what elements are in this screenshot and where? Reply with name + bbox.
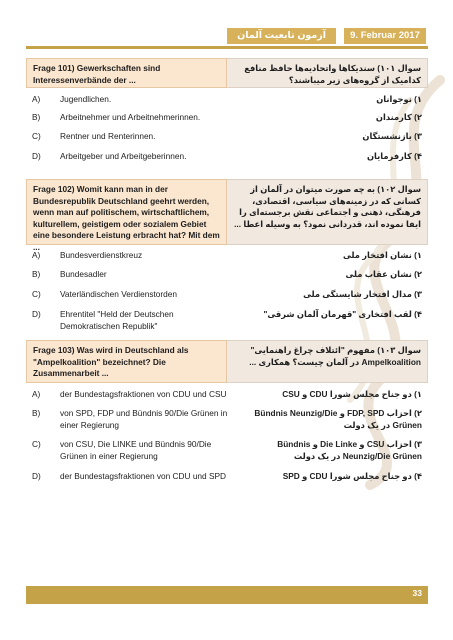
option-letter: D)	[32, 309, 41, 319]
option-letter: A)	[32, 250, 41, 260]
option-text-de: der Bundestagsfraktionen von CDU und CSU	[60, 389, 227, 399]
question-101-fa: سوال ۱۰۱) سندیکاها واتحادیه‌ها حافظ منافع کدامیک از گروه‌های زیر میباشند؟	[227, 58, 428, 88]
page-footer-bar	[26, 586, 428, 604]
option-text-fa: ۱) نشان افتخار ملی	[343, 250, 422, 260]
question-103-de: Frage 103) Was wird in Deutschland als "Ampelkoalition" bezeichnet? Die Zusammenarbeit ...	[26, 340, 227, 383]
option-text-de: von SPD, FDP und Bündnis 90/Die Grünen in einer Regierung	[60, 408, 228, 430]
option-letter: C)	[32, 439, 41, 449]
header-title: آزمون تابعیت آلمان	[227, 28, 336, 44]
option-text-de: Bundesadler	[60, 269, 107, 279]
question-102-de: Frage 102) Womit kann man in der Bundesrepublik Deutschland geehrt werden, wenn man auf politischem, wirtschaftlichem, kulturellem, geistigem oder sozialem Gebiet eine besondere Leistung erbracht hat? Mit dem ...	[26, 179, 227, 245]
option-text-fa: ۱) نوجوانان	[376, 94, 422, 104]
question-101-box	[26, 58, 428, 88]
option-text-fa: ۴) دو جناح مجلس شورا CDU و SPD	[282, 471, 422, 481]
option-text-fa: ۱) دو جناح مجلس شورا CDU و CSU	[282, 389, 422, 399]
option-text-fa: ۲) احزاب FDP, SPD و Bündnis Neunzig/Die Grünen در یک دولت	[254, 408, 422, 430]
question-103-fa: سوال ۱۰۳) مفهوم "ائتلاف چراغ راهنمایی" Ampelkoalition در آلمان چیست؟ همکاری ...	[227, 340, 428, 383]
question-102-box	[26, 179, 428, 252]
option-text-de: von CSU, Die LINKE und Bündnis 90/Die Grünen in einer Regierung	[60, 439, 212, 461]
option-text-fa: ۴) لقب افتخاری "قهرمان آلمان شرقی"	[263, 309, 422, 319]
option-text-fa: ۳) مدال افتخار شایستگی ملی	[303, 289, 422, 299]
header-rule	[26, 46, 428, 49]
option-text-de: Vaterländischen Verdienstorden	[60, 289, 178, 299]
option-text-de: Bundesverdienstkreuz	[60, 250, 143, 260]
option-text-de: Jugendlichen.	[60, 94, 112, 104]
option-text-de: Arbeitnehmer und Arbeitnehmerinnen.	[60, 112, 201, 122]
option-text-de: der Bundestagsfraktionen von CDU und SPD	[60, 471, 227, 481]
option-letter: B)	[32, 112, 41, 122]
option-text-fa: ۳) بازنشستگان	[362, 131, 422, 141]
option-letter: B)	[32, 408, 41, 418]
question-101-de: Frage 101) Gewerkschaften sind Interessenverbände der ...	[26, 58, 227, 88]
option-text-de: Rentner und Renterinnen.	[60, 131, 156, 141]
question-103-box	[26, 340, 428, 383]
option-letter: D)	[32, 471, 41, 481]
option-letter: C)	[32, 131, 41, 141]
option-letter: C)	[32, 289, 41, 299]
option-text-fa: ۴) کارفرمایان	[366, 151, 422, 161]
page-number: 33	[412, 588, 422, 598]
option-letter: D)	[32, 151, 41, 161]
question-102-fa: سوال ۱۰۲) به چه صورت میتوان در آلمان از کسانی که در زمینه‌های سیاسی، اقتصادی، فرهنگی، ذهنی و اجتماعی نقش برجسته‌ای را ایفا نموده اند، قدردانی نمود؟ به وسیله اعطا ...	[227, 179, 428, 245]
option-letter: A)	[32, 389, 41, 399]
option-letter: B)	[32, 269, 41, 279]
option-letter: A)	[32, 94, 41, 104]
option-text-fa: ۳) احزاب CSU و Die Linke و Bündnis Neunzig/Die Grünen در یک دولت	[277, 439, 422, 461]
option-text-de: Arbeitgeber und Arbeitgeberinnen.	[60, 151, 187, 161]
option-text-de: Ehrentitel "Held der Deutschen Demokratischen Republik"	[60, 309, 174, 331]
option-text-fa: ۲) نشان عقاب ملی	[345, 269, 422, 279]
header-date: 9. Februar 2017	[344, 28, 426, 44]
option-text-fa: ۲) کارمندان	[375, 112, 422, 122]
